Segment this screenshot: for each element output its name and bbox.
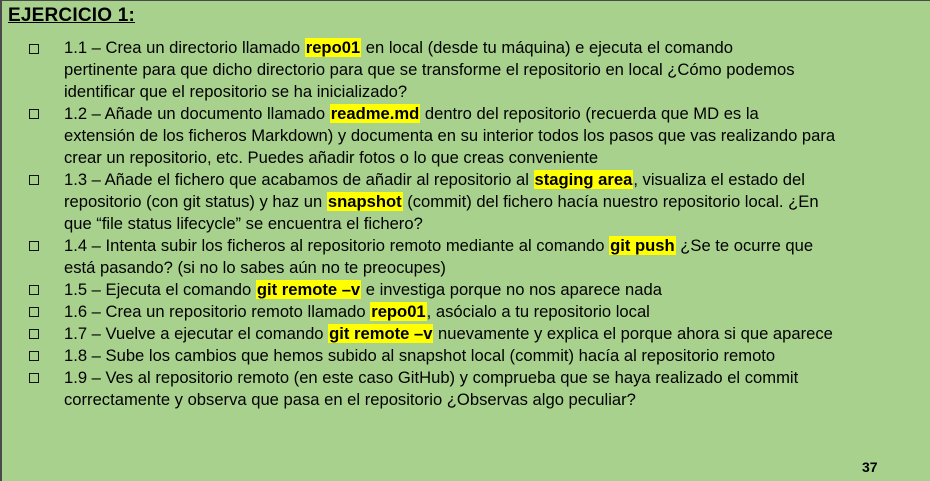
task-text: (commit) del fichero hacía nuestro repositorio local. ¿En	[402, 192, 819, 211]
task-text: está pasando? (si no lo sabes aún no te preocupes)	[64, 258, 446, 277]
task-text: identificar que el repositorio se ha inicializado?	[64, 82, 408, 101]
highlighted-term: git remote –v	[256, 280, 361, 299]
task-text: en local (desde tu máquina) e ejecuta el comando	[361, 38, 733, 57]
task-item	[2, 235, 930, 279]
task-text: e investiga porque no nos aparece nada	[361, 280, 662, 299]
task-text-line	[64, 81, 930, 103]
highlighted-term: repo01	[371, 302, 426, 321]
task-text: 1.9 – Ves al repositorio remoto (en este caso GitHub) y comprueba que se haya realizado el commit	[64, 368, 799, 387]
task-item	[2, 367, 930, 411]
checkbox-icon	[29, 109, 39, 119]
task-text: , visualiza el estado del	[633, 170, 805, 189]
task-text: 1.2 – Añade un documento llamado	[64, 104, 330, 123]
task-text: repositorio (con git status) y haz un	[64, 192, 327, 211]
task-text: 1.3 – Añade el fichero que acabamos de añadir al repositorio al	[64, 170, 534, 189]
task-text-line	[64, 59, 930, 81]
highlighted-term: staging area	[534, 170, 633, 189]
task-list	[2, 37, 930, 411]
task-text-line	[64, 279, 930, 301]
task-text: ¿Se te ocurre que	[675, 236, 814, 255]
task-item	[2, 279, 930, 301]
task-text: correctamente y observa que pasa en el repositorio ¿Observas algo peculiar?	[64, 390, 636, 409]
task-text-line	[64, 213, 930, 235]
highlighted-term: repo01	[305, 38, 361, 57]
task-text-line	[64, 367, 930, 389]
checkbox-icon	[29, 351, 39, 361]
task-text-line	[64, 389, 930, 411]
task-text: dentro del repositorio (recuerda que MD es la	[420, 104, 759, 123]
task-text: crear un repositorio, etc. Puedes añadir fotos o lo que creas conveniente	[64, 148, 599, 167]
task-text: pertinente para que dicho directorio para que se transforme el repositorio en local ¿Cómo podemos	[64, 60, 795, 79]
checkbox-icon	[29, 44, 39, 54]
task-text-line	[64, 235, 930, 257]
task-text-line	[64, 323, 930, 345]
checkbox-icon	[29, 175, 39, 185]
checkbox-icon	[29, 329, 39, 339]
task-item	[2, 169, 930, 235]
task-text-line	[64, 345, 930, 367]
task-text-line	[64, 103, 930, 125]
page-number: 37	[862, 459, 878, 475]
checkbox-icon	[29, 285, 39, 295]
task-text: que “file status lifecycle” se encuentra el fichero?	[64, 214, 423, 233]
exercise-title: EJERCICIO 1:	[8, 5, 135, 26]
task-item	[2, 323, 930, 345]
task-text-line	[64, 125, 930, 147]
highlighted-term: readme.md	[330, 104, 420, 123]
task-item	[2, 103, 930, 169]
task-text: 1.6 – Crea un repositorio remoto llamado	[64, 302, 371, 321]
task-text: , asócialo a tu repositorio local	[426, 302, 650, 321]
task-text: extensión de los ficheros Markdown) y documenta en su interior todos los pasos que vas realizando para	[64, 126, 836, 145]
task-text: 1.7 – Vuelve a ejecutar el comando	[64, 324, 329, 343]
checkbox-icon	[29, 241, 39, 251]
task-text: 1.1 – Crea un directorio llamado	[64, 38, 305, 57]
task-text-line	[64, 37, 930, 59]
highlighted-term: git push	[610, 236, 675, 255]
task-text-line	[64, 191, 930, 213]
task-text: 1.8 – Sube los cambios que hemos subido al snapshot local (commit) hacía al repositorio remoto	[64, 346, 776, 365]
task-text: 1.5 – Ejecuta el comando	[64, 280, 256, 299]
task-text-line	[64, 301, 930, 323]
task-item	[2, 345, 930, 367]
highlighted-term: snapshot	[327, 192, 402, 211]
checkbox-icon	[29, 307, 39, 317]
task-text-line	[64, 257, 930, 279]
highlighted-term: git remote –v	[329, 324, 433, 343]
checkbox-icon	[29, 373, 39, 383]
task-text: 1.4 – Intenta subir los ficheros al repositorio remoto mediante al comando	[64, 236, 610, 255]
task-text-line	[64, 147, 930, 169]
task-item	[2, 37, 930, 103]
task-text-line	[64, 169, 930, 191]
task-text: nuevamente y explica el porque ahora si que aparece	[433, 324, 833, 343]
task-item	[2, 301, 930, 323]
